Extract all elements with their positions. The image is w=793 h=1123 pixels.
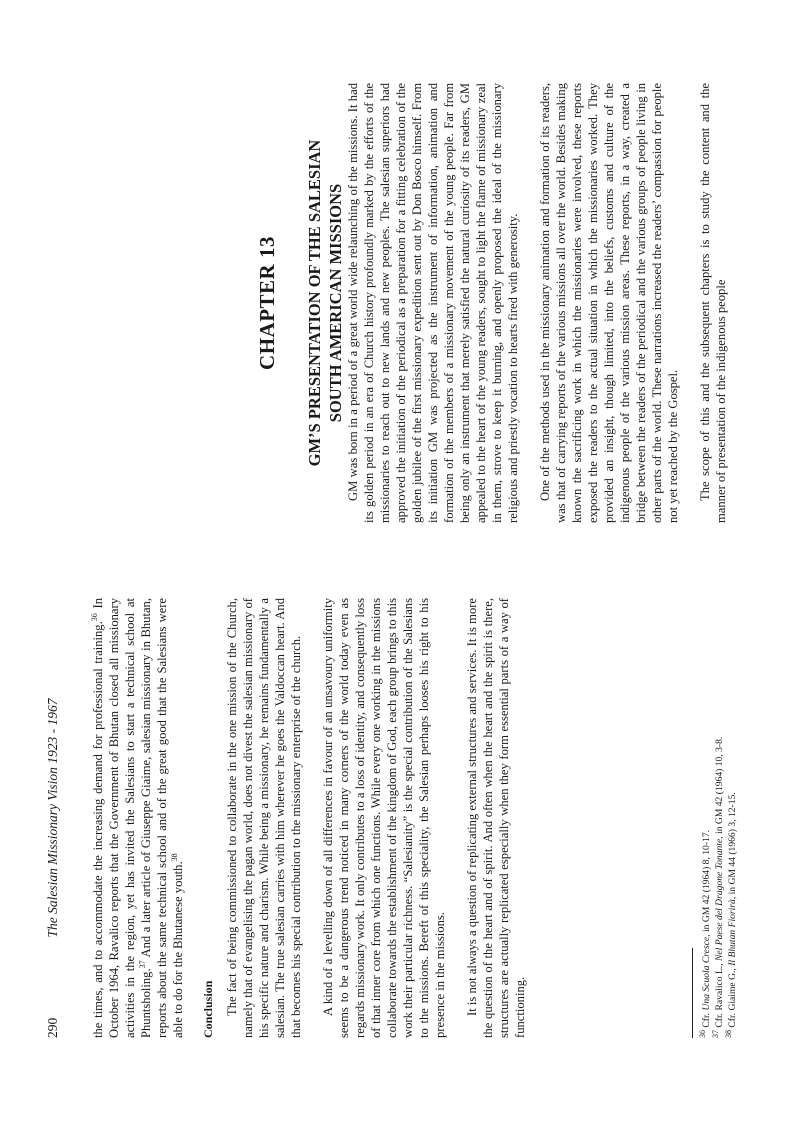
paragraph: The scope of this and the subsequent chapters is to study the content and the manner of presentation of the indigenous people xyxy=(698,83,728,523)
chapter-heading-block xyxy=(255,83,346,523)
right-body-text xyxy=(345,83,729,523)
footnote-36: $^{36}$ Cfr. Una Scuola Cresce, in GM 42 (1964) 8, 10-17. xyxy=(697,829,712,1038)
chapter-subtitle: GM’S PRESENTATION OF THE SALESIAN SOUTH AMERICAN MISSIONS xyxy=(305,139,345,467)
paragraph: A kind of a levelling down of all differences in favour of an unsavoury uniformity seems to be a dangerous trend noticed in many corners of the world today even as regards missionary work. It only contributes to a loss of identity, and consequently loss of that inner core from which one functions. While every one working in the missions collaborate towards the establishment of the kingdom of God, each group brings to this work their particular richness. “Salesianity” is the special contribution of the Salesians to the missions. Bereft of this speciality, the Salesian perhaps looses his right to his presence in the missions. xyxy=(321,598,447,1038)
footnote-divider xyxy=(692,948,693,1038)
paragraph: GM was born in a period of a great world wide relaunching of the missions. It had its golden period in an era of Church history profoundly marked by the efforts of the missionaries to reach out to new lands and new peoples. The salesian superiors had approved the initiation of the periodical as a preparation for a fitting celebration of the golden jubilee of the first missionary expedition sent out by Don Bosco himself. From its initiation GM was projected as the instrument of information, animation and formation of the members of a missionary movement of the young people. Far from being only an instrument that merely satisfied the natural curiosity of its readers, GM appealed to the heart of the young readers, sought to light the flame of missionary zeal in them, strove to keep it burning, and openly proposed the ideal of the missionary religious and priestly vocation to hearts fired with generosity. xyxy=(346,83,520,523)
footnote-ref-38[interactable]: 38 xyxy=(169,853,179,862)
left-page xyxy=(0,562,793,1123)
right-page xyxy=(0,0,793,561)
paragraph: The fact of being commissioned to collaborate in the one mission of the Church, namely that of evangelising the pagan world, does not divest the salesian missionary of his specific nature and charism. While being a missionary, he remains fundamentally a salesian. The true salesian carries with him wherever he goes the Valdoccan heart. And that becomes his special contribution to the missionary enterprise of the church. xyxy=(225,598,303,1038)
footnote-38: $^{38}$ Cfr. Giaime G., Il Bhutan Fiorirà, in GM 44 (1966) 3, 12-15. xyxy=(723,792,738,1038)
footnotes xyxy=(697,598,739,1038)
paragraph: One of the methods used in the missionary animation and formation of its readers, was that of carrying reports of the various missions all over the world. Besides making known the sacrificing work in which the missionaries were involved, these reports exposed the readers to the actual situation in which the missionaries worked. They provided an insight, though limited, into the beliefs, customs and culture of the indigenous people of the various mission areas. These reports, in a way, created a bridge between the readers of the periodical and the various groups of people living in other parts of the world. These narrations increased the readers’ compassion for people not yet reached by the Gospel. xyxy=(538,83,680,523)
footnote-37: $^{37}$ Cfr. Ravalico L., Nel Paese del Dragone Tonante, in GM 42 (1964) 10, 3-8. xyxy=(710,736,725,1038)
running-header xyxy=(45,598,65,1038)
running-title: The Salesian Missionary Vision 1923 - 1967 xyxy=(45,698,60,938)
left-body-text xyxy=(90,598,528,1038)
paragraph: It is not always a question of replicating external structures and services. It is more the question of the heart and of spirit. And often when the heart and the spirit is there, structures are actually replicated especially when they form essential parts of a way of functioning. xyxy=(465,598,527,1038)
footnote-ref-37[interactable]: 37 xyxy=(137,960,147,969)
chapter-title: CHAPTER 13 xyxy=(255,236,279,370)
page-number: 290 xyxy=(45,1017,60,1038)
continued-paragraph: the times, and to accommodate the increasing demand for professional training.$^{36}$ In October 1964, Ravalico reports that the Government of Bhutan closed all missionary activities in the region, yet has invited the Salesians to start a technical school at Phuntsholing.$^{37}$ And a later article of Giuseppe Giaime, salesian missionary in Bhutan, reports about the same technical school and of the great good that the Salesians were able to do for the Bhutanese youth.$^{38}$ xyxy=(89,597,185,1038)
footnote-ref-36[interactable]: 36 xyxy=(89,613,99,622)
conclusion-heading: Conclusion xyxy=(201,980,215,1038)
